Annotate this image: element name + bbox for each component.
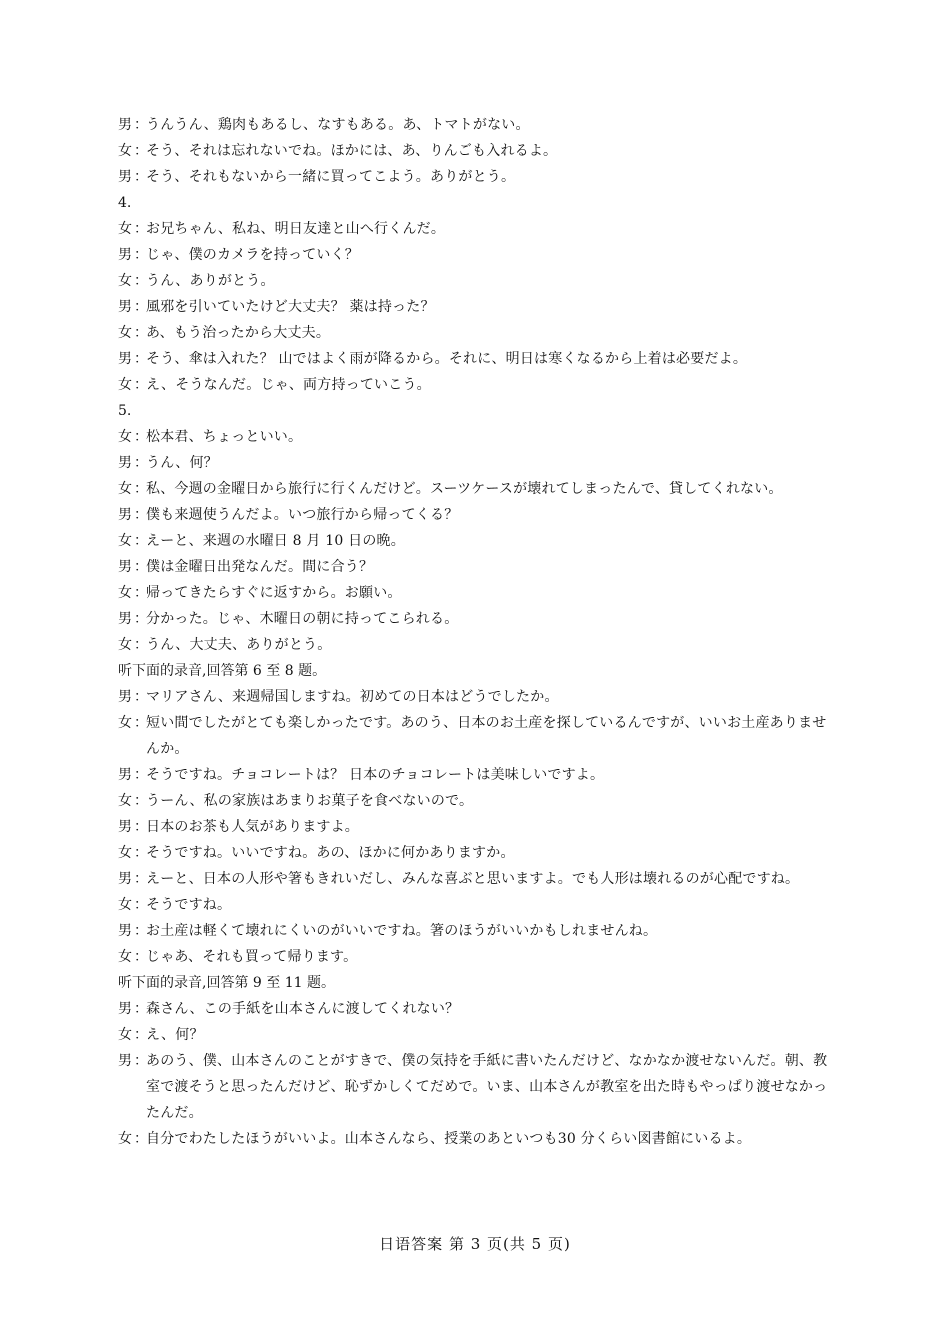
speaker-colon: ： (134, 325, 148, 341)
dialog-line (118, 424, 840, 450)
speaker-label: 男 (118, 611, 132, 627)
dialog-line (118, 762, 840, 788)
speaker-colon: ： (134, 351, 148, 367)
speaker-label: 女 (118, 845, 132, 861)
dialog-text: うん、大丈夫、ありがとう。 (146, 637, 332, 653)
speaker-label: 女 (118, 533, 132, 549)
speaker-colon: ： (134, 143, 148, 159)
speaker-colon: ： (134, 689, 148, 705)
page-footer: 日语答案 第 3 页(共 5 页) (379, 1235, 571, 1253)
dialog-line (118, 216, 840, 242)
section-heading: 听下面的录音,回答第 9 至 11 题。 (118, 975, 335, 991)
dialog-line (118, 476, 840, 502)
speaker-colon: ： (134, 429, 148, 445)
dialog-text: お兄ちゃん、私ね、明日友達と山へ行くんだ。 (146, 221, 446, 237)
speaker-colon: ： (134, 949, 148, 965)
speaker-label: 女 (118, 793, 132, 809)
dialog-text: 風邪を引いていたけど大丈夫？ 薬は持った？ (146, 299, 435, 315)
dialog-line (118, 164, 840, 190)
speaker-label: 女 (118, 585, 132, 601)
speaker-colon: ： (134, 1131, 148, 1147)
dialog-text: うーん、私の家族はあまりお菓子を食べないので。 (146, 793, 474, 809)
speaker-label: 男 (118, 871, 132, 887)
dialog-line (118, 918, 840, 944)
dialog-line (118, 788, 840, 814)
speaker-label: 男 (118, 1053, 132, 1069)
speaker-colon: ： (134, 819, 148, 835)
speaker-label: 女 (118, 1131, 132, 1147)
speaker-label: 女 (118, 897, 132, 913)
speaker-label: 男 (118, 767, 132, 783)
speaker-colon: ： (134, 533, 148, 549)
dialog-text: えーと、来週の水曜日 8 月 10 日の晩。 (146, 533, 405, 549)
speaker-label: 女 (118, 377, 132, 393)
dialog-line (118, 346, 840, 372)
speaker-colon: ： (134, 377, 148, 393)
dialog-text: そうですね。いいですね。あの、ほかに何かありますか。 (146, 845, 515, 861)
dialog-text: 帰ってきたらすぐに返すから。お願い。 (146, 585, 402, 601)
dialog-text: 私、今週の金曜日から旅行に行くんだけど。スーツケースが壊れてしまったんで、貸してくれない。 (146, 481, 783, 497)
speaker-colon: ： (134, 455, 148, 471)
speaker-label: 女 (118, 481, 132, 497)
speaker-label: 男 (118, 169, 132, 185)
dialog-line (118, 320, 840, 346)
dialog-text: 日本のお茶も人気がありますよ。 (146, 819, 359, 835)
dialog-line (118, 710, 840, 762)
speaker-label: 男 (118, 247, 132, 263)
speaker-label: 女 (118, 949, 132, 965)
dialog-line (118, 528, 840, 554)
dialog-text: 松本君、ちょっといい。 (146, 429, 303, 445)
speaker-label: 男 (118, 507, 132, 523)
dialog-line (118, 606, 840, 632)
dialog-text: そう、それは忘れないでね。ほかには、あ、りんごも入れるよ。 (146, 143, 558, 159)
dialog-text: うんうん、鶏肉もあるし、なすもある。あ、トマトがない。 (146, 117, 530, 133)
dialog-line (118, 450, 840, 476)
speaker-colon: ： (134, 299, 148, 315)
section-heading: 听下面的录音,回答第 6 至 8 题。 (118, 663, 327, 679)
dialog-line (118, 502, 840, 528)
speaker-colon: ： (134, 923, 148, 939)
dialog-line (118, 372, 840, 398)
dialog-line (118, 554, 840, 580)
dialog-text: そう、それもないから一緒に買ってこよう。ありがとう。 (146, 169, 516, 185)
dialog-text: 僕も来週使うんだよ。いつ旅行から帰ってくる？ (146, 507, 459, 523)
dialog-line (118, 944, 840, 970)
speaker-colon: ： (134, 1053, 148, 1069)
dialog-text: 森さん、この手紙を山本さんに渡してくれない？ (146, 1001, 460, 1017)
dialog-line (118, 1022, 840, 1048)
speaker-label: 男 (118, 689, 132, 705)
section-heading: 5. (118, 403, 132, 419)
speaker-label: 女 (118, 325, 132, 341)
dialog-line (118, 138, 840, 164)
speaker-label: 男 (118, 299, 132, 315)
dialog-line (118, 1048, 840, 1126)
section-heading: 4. (118, 195, 132, 211)
speaker-label: 女 (118, 273, 132, 289)
speaker-label: 男 (118, 351, 132, 367)
dialog-line (118, 294, 840, 320)
dialog-text: マリアさん、来週帰国しますね。初めての日本はどうでしたか。 (146, 689, 559, 705)
dialog-text: え、そうなんだ。じゃ、両方持っていこう。 (146, 377, 431, 393)
speaker-colon: ： (134, 117, 148, 133)
dialog-line (118, 892, 840, 918)
speaker-label: 男 (118, 117, 132, 133)
speaker-colon: ： (134, 221, 148, 237)
dialog-line (118, 840, 840, 866)
dialog-line (118, 866, 840, 892)
speaker-colon: ： (134, 169, 148, 185)
dialog-text: え、何？ (146, 1027, 204, 1043)
dialog-text: うん、ありがとう。 (146, 273, 275, 289)
speaker-colon: ： (134, 559, 148, 575)
dialog-line (118, 580, 840, 606)
dialog-text: うん、何？ (146, 455, 218, 471)
dialog-text: お土産は軽くて壊れにくいのがいいですね。箸のほうがいいかもしれませんね。 (146, 923, 658, 939)
dialog-text: そうですね。チョコレートは？ 日本のチョコレートは美味しいですよ。 (146, 767, 605, 783)
speaker-colon: ： (134, 1001, 148, 1017)
dialog-line (118, 112, 840, 138)
speaker-colon: ： (134, 1027, 148, 1043)
dialog-line (118, 1126, 840, 1152)
dialog-line (118, 814, 840, 840)
speaker-colon: ： (134, 637, 148, 653)
dialog-text: 自分でわたしたほうがいいよ。山本さんなら、授業のあといつも30 分くらい図書館にいるよ。 (146, 1131, 752, 1147)
dialog-line (118, 684, 840, 710)
dialog-text: そう、傘は入れた？ 山ではよく雨が降るから。それに、明日は寒くなるから上着は必要だよ。 (146, 351, 748, 367)
dialog-text: 短い間でしたがとても楽しかったです。あのう、日本のお土産を探しているんですが、いいお土産ありませんか。 (146, 715, 827, 757)
speaker-colon: ： (134, 507, 148, 523)
speaker-label: 男 (118, 1001, 132, 1017)
dialog-line (118, 632, 840, 658)
dialog-text: じゃあ、それも買って帰ります。 (146, 949, 358, 965)
dialog-line (118, 268, 840, 294)
speaker-colon: ： (134, 871, 148, 887)
speaker-label: 男 (118, 923, 132, 939)
dialog-text: 分かった。じゃ、木曜日の朝に持ってこられる。 (146, 611, 459, 627)
speaker-label: 女 (118, 143, 132, 159)
speaker-colon: ： (134, 793, 148, 809)
speaker-label: 女 (118, 715, 132, 731)
dialog-line (118, 996, 840, 1022)
speaker-colon: ： (134, 897, 148, 913)
dialog-text: 僕は金曜日出発なんだ。間に合う？ (146, 559, 374, 575)
speaker-label: 女 (118, 221, 132, 237)
speaker-colon: ： (134, 611, 148, 627)
dialog-text: じゃ、僕のカメラを持っていく？ (146, 247, 359, 263)
speaker-label: 男 (118, 819, 132, 835)
speaker-colon: ： (134, 247, 148, 263)
speaker-colon: ： (134, 481, 148, 497)
dialog-text: えーと、日本の人形や箸もきれいだし、みんな喜ぶと思いますよ。でも人形は壊れるのが心配ですね。 (146, 871, 800, 887)
speaker-colon: ： (134, 585, 148, 601)
speaker-label: 女 (118, 429, 132, 445)
speaker-label: 男 (118, 559, 132, 575)
speaker-colon: ： (134, 767, 148, 783)
dialog-text: あ、もう治ったから大丈夫。 (146, 325, 331, 341)
dialog-text: そうですね。 (146, 897, 232, 913)
speaker-label: 男 (118, 455, 132, 471)
transcript-body (118, 112, 840, 1152)
speaker-colon: ： (134, 715, 148, 731)
dialog-line (118, 242, 840, 268)
speaker-label: 女 (118, 637, 132, 653)
speaker-colon: ： (134, 845, 148, 861)
dialog-text: あのう、僕、山本さんのことがすきで、僕の気持を手紙に書いたんだけど、なかなか渡せないんだ。朝、教室で渡そうと思ったんだけど、恥ずかしくてだめで。いま、山本さんが教室を出た時もやっぱり渡せなかったんだ。 (146, 1053, 828, 1121)
speaker-colon: ： (134, 273, 148, 289)
speaker-label: 女 (118, 1027, 132, 1043)
